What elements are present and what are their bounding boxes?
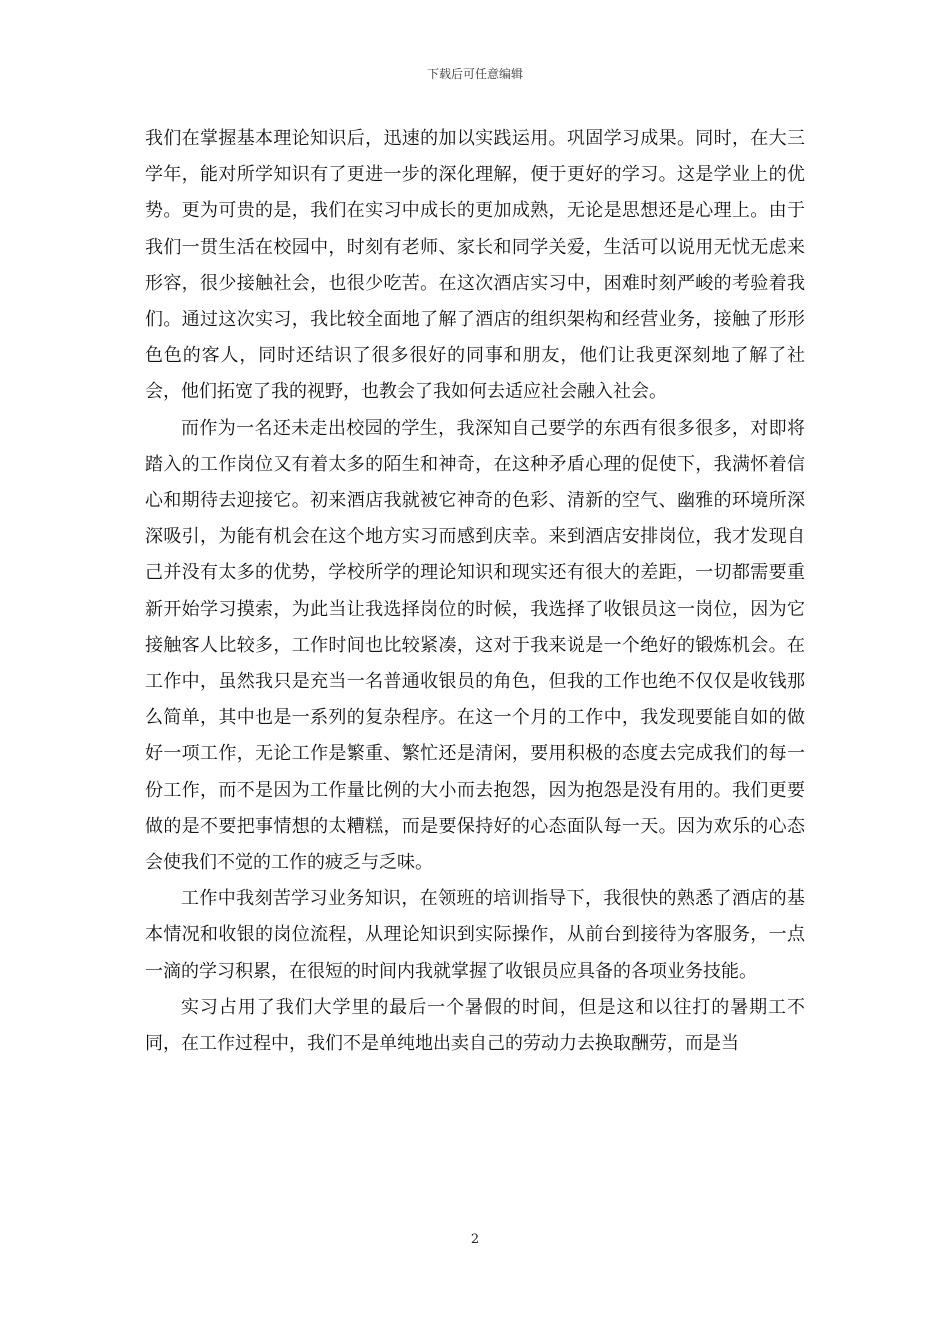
paragraph-2: 而作为一名还未走出校园的学生，我深知自己要学的东西有很多很多，对即将踏入的工作岗位又有着太多的陌生和神奇，在这种矛盾心理的促使下，我满怀着信心和期待去迎接它。初来酒店我就被它神奇的色彩、清新的空气、幽雅的环境所深深吸引，为能有机会在这个地方实习而感到庆幸。来到酒店安排岗位，我才发现自己并没有太多的优势，学校所学的理论知识和现实还有很大的差距，一切都需要重新开始学习摸索，为此当让我选择岗位的时候，我选择了收银员这一岗位，因为它接触客人比较多，工作时间也比较紧凑，这对于我来说是一个绝好的锻炼机会。在工作中，虽然我只是充当一名普通收银员的角色，但我的工作也绝不仅仅是收钱那么简单，其中也是一系列的复杂程序。在这一个月的工作中，我发现要能自如的做好一项工作，无论工作是繁重、繁忙还是清闲，要用积极的态度去完成我们的每一份工作，而不是因为工作量比例的大小而去抱怨，因为抱怨是没有用的。我们更要做的是不要把事情想的太糟糕，而是要保持好的心态面队每一天。因为欢乐的心态会使我们不觉的工作的疲乏与乏味。 <box>145 417 805 874</box>
page-header-note: 下载后可任意编辑 <box>426 67 523 81</box>
document-body <box>145 121 805 1062</box>
paragraph-1: 我们在掌握基本理论知识后，迅速的加以实践运用。巩固学习成果。同时，在大三学年，能对所学知识有了更进一步的深化理解，便于更好的学习。这是学业上的优势。更为可贵的是，我们在实习中成长的更加成熟，无论是思想还是心理上。由于我们一贯生活在校园中，时刻有老师、家长和同学关爱，生活可以说用无忧无虑来形容，很少接触社会，也很少吃苦。在这次酒店实习中，困难时刻严峻的考验着我们。通过这次实习，我比较全面地了解了酒店的组织架构和经营业务，接触了形形色色的客人，同时还结识了很多很好的同事和朋友，他们让我更深刻地了解了社会，他们拓宽了我的视野，也教会了我如何去适应社会融入社会。 <box>145 128 805 403</box>
paragraph-4: 实习占用了我们大学里的最后一个暑假的时间，但是这和以往打的暑期工不同，在工作过程中，我们不是单纯地出卖自己的劳动力去换取酬劳，而是当 <box>145 996 805 1055</box>
paragraph-3: 工作中我刻苦学习业务知识，在领班的培训指导下，我很快的熟悉了酒店的基本情况和收银的岗位流程，从理论知识到实际操作，从前台到接待为客服务，一点一滴的学习积累，在很短的时间内我就掌握了收银员应具备的各项业务技能。 <box>145 888 805 982</box>
page-number: 2 <box>470 1232 480 1247</box>
